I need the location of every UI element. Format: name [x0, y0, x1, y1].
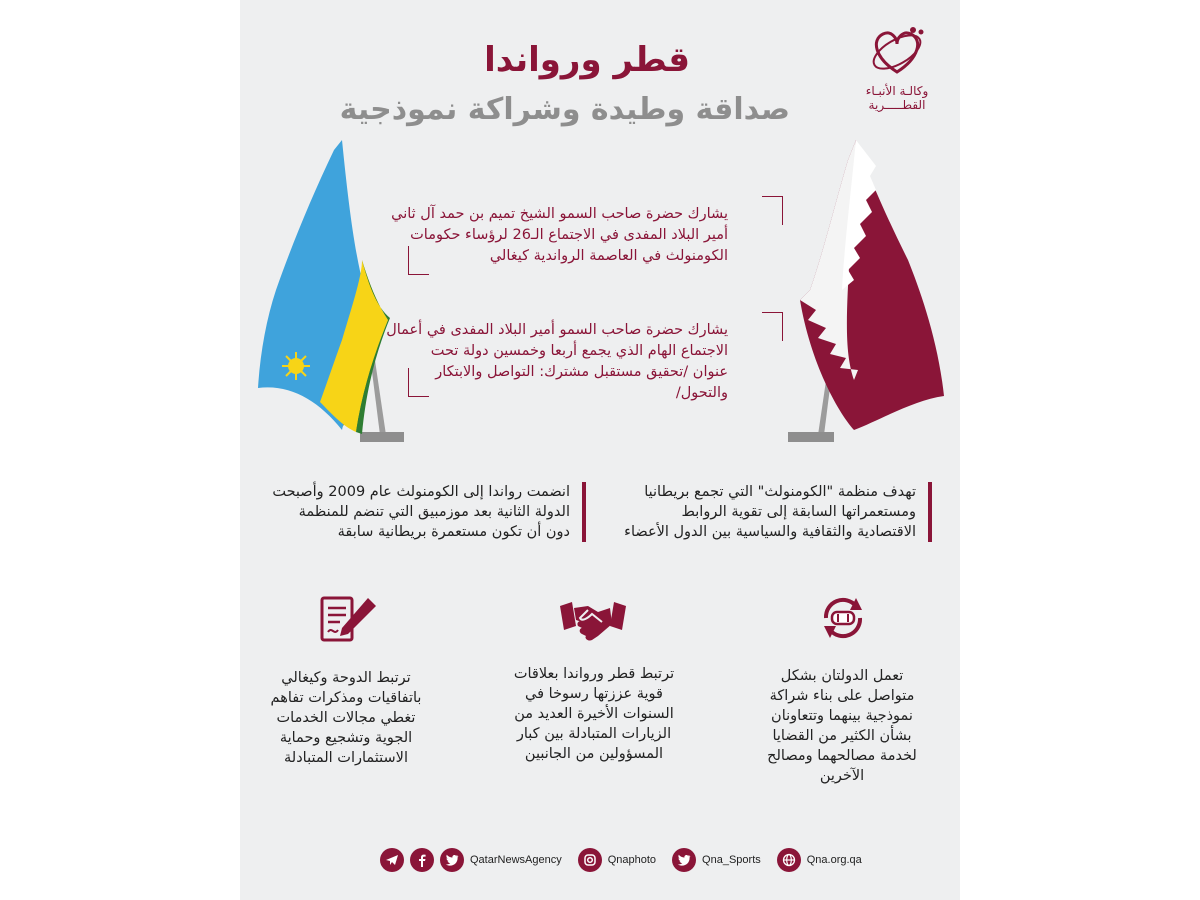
col-2-line-4: الزيارات المتبادلة بين كبار	[516, 726, 672, 742]
twitter-icon[interactable]	[440, 848, 464, 872]
col-1-line-6: الآخرين	[819, 768, 865, 784]
fact-1-line-3: الاقتصادية والثقافية والسياسية بين الدول الأعضاء	[624, 524, 916, 540]
col-2-line-1: ترتبط قطر ورواندا بعلاقات	[513, 666, 675, 682]
col-3-line-4: الجوية وتشجيع وحماية	[279, 730, 413, 746]
col-2-line-3: السنوات الأخيرة العديد من	[514, 706, 674, 722]
handshake-cycle-icon	[808, 592, 878, 644]
statement-1-line-1: يشارك حضرة صاحب السمو الشيخ تميم بن حمد آل ثاني	[391, 206, 728, 222]
statement-1-line-3: الكومنولث في العاصمة الرواندية كيغالي	[489, 248, 728, 264]
qna-logo-icon	[865, 22, 929, 80]
col-3-line-2: باتفاقيات ومذكرات تفاهم	[270, 690, 422, 706]
statement-1-line-2: أمير البلاد المفدى في الاجتماع الـ26 لرؤساء حكومات	[410, 227, 728, 243]
infographic-panel	[240, 0, 960, 900]
statement-2-bracket-top	[762, 312, 783, 341]
column-agreements	[246, 668, 446, 768]
statement-1-bracket-top	[762, 196, 783, 225]
page-title: قطر ورواندا	[484, 40, 690, 80]
statement-2-line-1: يشارك حضرة صاحب السمو أمير البلاد المفدى في أعمال	[386, 322, 728, 338]
logo-text-line1: وكالـة الأنبـاء	[865, 84, 929, 98]
qatar-flag-icon	[780, 140, 950, 450]
col-1-line-3: نموذجية بينهما وتتعاونان	[771, 708, 913, 724]
column-partnership	[742, 666, 942, 786]
col-1-line-5: لخدمة مصالحهما ومصالح	[767, 748, 917, 764]
logo-text-line2: القطـــــرية	[868, 98, 926, 112]
fact-rwanda-joined	[272, 482, 586, 542]
flag-statement-2	[386, 320, 728, 404]
fact-2-line-2: الدولة الثانية بعد موزمبيق التي تنضم للمنظمة	[298, 504, 570, 520]
qna-logo	[852, 22, 942, 112]
column-relations	[494, 664, 694, 764]
social-footer	[380, 846, 872, 874]
flag-statement-1	[391, 204, 728, 267]
twitter-sports-handle[interactable]: Qna_Sports	[702, 854, 761, 866]
statement-2-line-2: الاجتماع الهام الذي يجمع أربعا وخمسين دولة تحت	[430, 343, 728, 359]
instagram-handle[interactable]: Qnaphoto	[607, 854, 657, 866]
fact-2-line-3: دون أن تكون مستعمرة بريطانية سابقة	[337, 524, 570, 540]
fact-1-line-1: تهدف منظمة "الكومنولث" التي تجمع بريطانيا	[644, 484, 916, 500]
fact-2-line-1: انضمت رواندا إلى الكومنولث عام 2009 وأصبحت	[272, 484, 570, 500]
col-1-line-1: تعمل الدولتان بشكل	[780, 668, 904, 684]
statement-2-line-3: عنوان /تحقيق مستقبل مشترك: التواصل والابتكار	[435, 364, 728, 380]
col-1-line-4: بشأن الكثير من القضايا	[772, 728, 912, 744]
fact-commonwealth	[624, 482, 932, 542]
handshake-icon	[558, 596, 628, 648]
col-1-line-2: متواصل على بناء شراكة	[769, 688, 915, 704]
facebook-icon[interactable]	[410, 848, 434, 872]
statement-2-line-4: والتحول/	[675, 385, 728, 401]
page-subtitle: صداقة وطيدة وشراكة نموذجية	[339, 92, 790, 127]
fact-1-line-2: ومستعمراتها السابقة إلى تقوية الروابط	[681, 504, 916, 520]
col-3-line-1: ترتبط الدوحة وكيغالي	[281, 670, 411, 686]
col-2-line-2: قوية عززتها رسوخا في	[525, 686, 663, 702]
globe-icon[interactable]	[777, 848, 801, 872]
col-3-line-5: الاستثمارات المتبادلة	[284, 750, 408, 766]
col-3-line-3: تغطي مجالات الخدمات	[276, 710, 416, 726]
telegram-icon[interactable]	[380, 848, 404, 872]
agency-handle[interactable]: QatarNewsAgency	[470, 854, 562, 866]
website-link[interactable]: Qna.org.qa	[806, 854, 862, 866]
instagram-icon[interactable]	[578, 848, 602, 872]
col-2-line-5: المسؤولين من الجانبين	[524, 746, 664, 762]
twitter-sports-icon[interactable]	[672, 848, 696, 872]
contract-signing-icon	[312, 594, 382, 646]
